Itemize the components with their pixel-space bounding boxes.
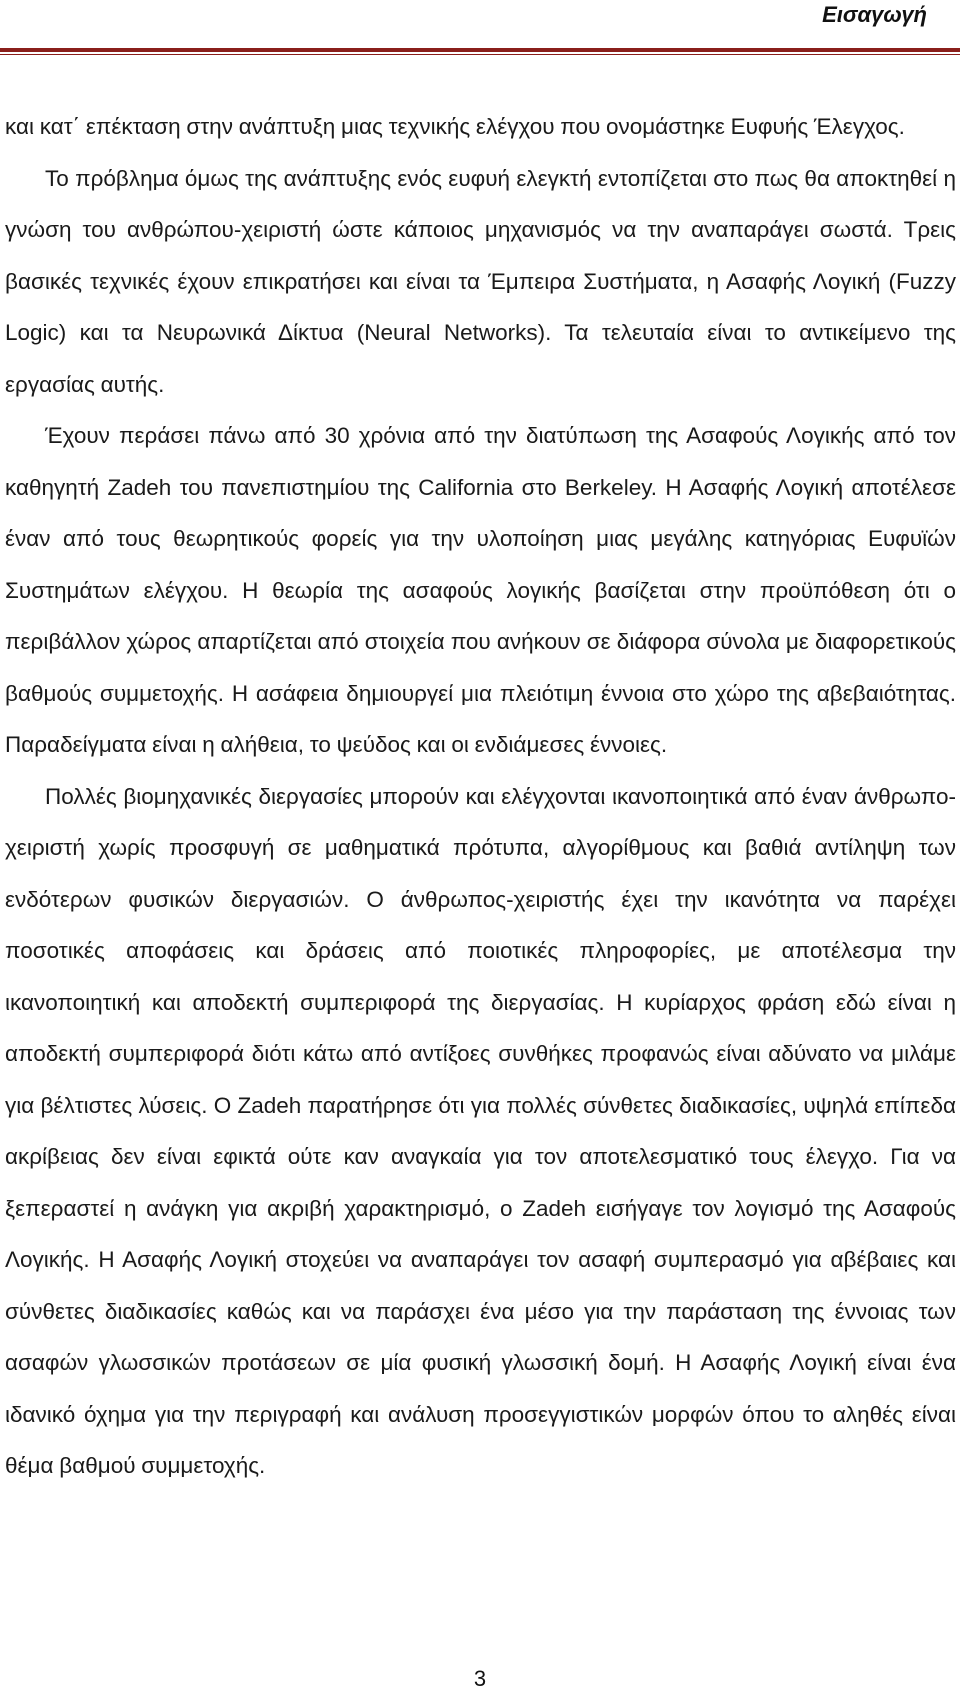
paragraph-intelligent-controller: Το πρόβλημα όμως της ανάπτυξης ενός ευφυή ελεγκτή εντοπίζεται στο πως θα αποκτηθεί η γνώση του ανθρώπου-χειριστή ώστε κάποιος μηχανισμός να την αναπαράγει σωστά. Τρεις βασικές τεχνικές έχουν επικρατήσει και είναι τα Έμπειρα Συστήματα, η Ασαφής Λογική (Fuzzy Logic) και τα Νευρωνικά Δίκτυα (Neural Networks). Τα τελευταία είναι το αντικείμενο της εργασίας αυτής.	[5, 165, 956, 397]
header-chapter-title: Εισαγωγή	[822, 2, 927, 27]
paragraph-fuzzy-logic-history: Έχουν περάσει πάνω από 30 χρόνια από την διατύπωση της Ασαφούς Λογικής από τον καθηγητή Zadeh του πανεπιστημίου της California στο Berkeley. Η Ασαφής Λογική αποτέλεσε έναν από τους θεωρητικούς φορείς για την υλοποίηση μιας μεγάλης κατηγόριας Ευφυϊών Συστημάτων ελέγχου. Η θεωρία της ασαφούς λογικής βασίζεται στην προϋπόθεση ότι ο περιβάλλον χώρος απαρτίζεται από στοιχεία που ανήκουν σε διάφορα σύνολα με διαφορετικούς βαθμούς συμμετοχής. Η ασάφεια δημιουργεί μια πλειότιμη έννοια στο χώρο της αβεβαιότητας. Παραδείγματα είναι η αλήθεια, το ψεύδος και οι ενδιάμεσες έννοιες.	[5, 423, 956, 757]
body-text	[5, 101, 956, 1492]
running-header	[0, 0, 960, 56]
page-number: 3	[473, 1666, 487, 1691]
paragraph-industrial-processes: Πολλές βιομηχανικές διεργασίες μπορούν και ελέγχονται ικανοποιητικά από έναν άνθρωπο-χειριστή χωρίς προσφυγή σε μαθηματικά πρότυπα, αλγορίθμους και βαθιά αντίληψη των ενδότερων φυσικών διεργασιών. Ο άνθρωπος-χειριστής έχει την ικανότητα να παρέχει ποσοτικές αποφάσεις και δράσεις από ποιοτικές πληροφορίες, με αποτέλεσμα την ικανοποιητική και αποδεκτή συμπεριφορά της διεργασίας. Η κυρίαρχος φράση εδώ είναι η αποδεκτή συμπεριφορά διότι κάτω από αντίξοες συνθήκες προφανώς είναι αδύνατο να μιλάμε για βέλτιστες λύσεις. Ο Zadeh παρατήρησε ότι για πολλές σύνθετες διαδικασίες, υψηλά επίπεδα ακρίβειας δεν είναι εφικτά ούτε καν αναγκαία για τον αποτελεσματικό τους έλεγχο. Για να ξεπεραστεί η ανάγκη για ακριβή χαρακτηρισμό, ο Zadeh εισήγαγε τον λογισμό της Ασαφούς Λογικής. Η Ασαφής Λογική στοχεύει να αναπαράγει τον ασαφή συμπερασμό για αβέβαιες και σύνθετες διαδικασίες καθώς και να παράσχει ένα μέσο για την παράσταση της έννοιας των ασαφών γλωσσικών προτάσεων σε μία φυσική γλωσσική δομή. Η Ασαφής Λογική είναι ένα ιδανικό όχημα για την περιγραφή και ανάλυση προσεγγιστικών μορφών όπου το αληθές είναι θέμα βαθμού συμμετοχής.	[5, 783, 956, 1478]
header-rule-thin	[0, 54, 960, 55]
header-rule-thick	[0, 48, 960, 52]
paragraph-continuation: και κατ΄ επέκταση στην ανάπτυξη μιας τεχνικής ελέγχου που ονομάστηκε Ευφυής Έλεγχος.	[5, 114, 905, 139]
